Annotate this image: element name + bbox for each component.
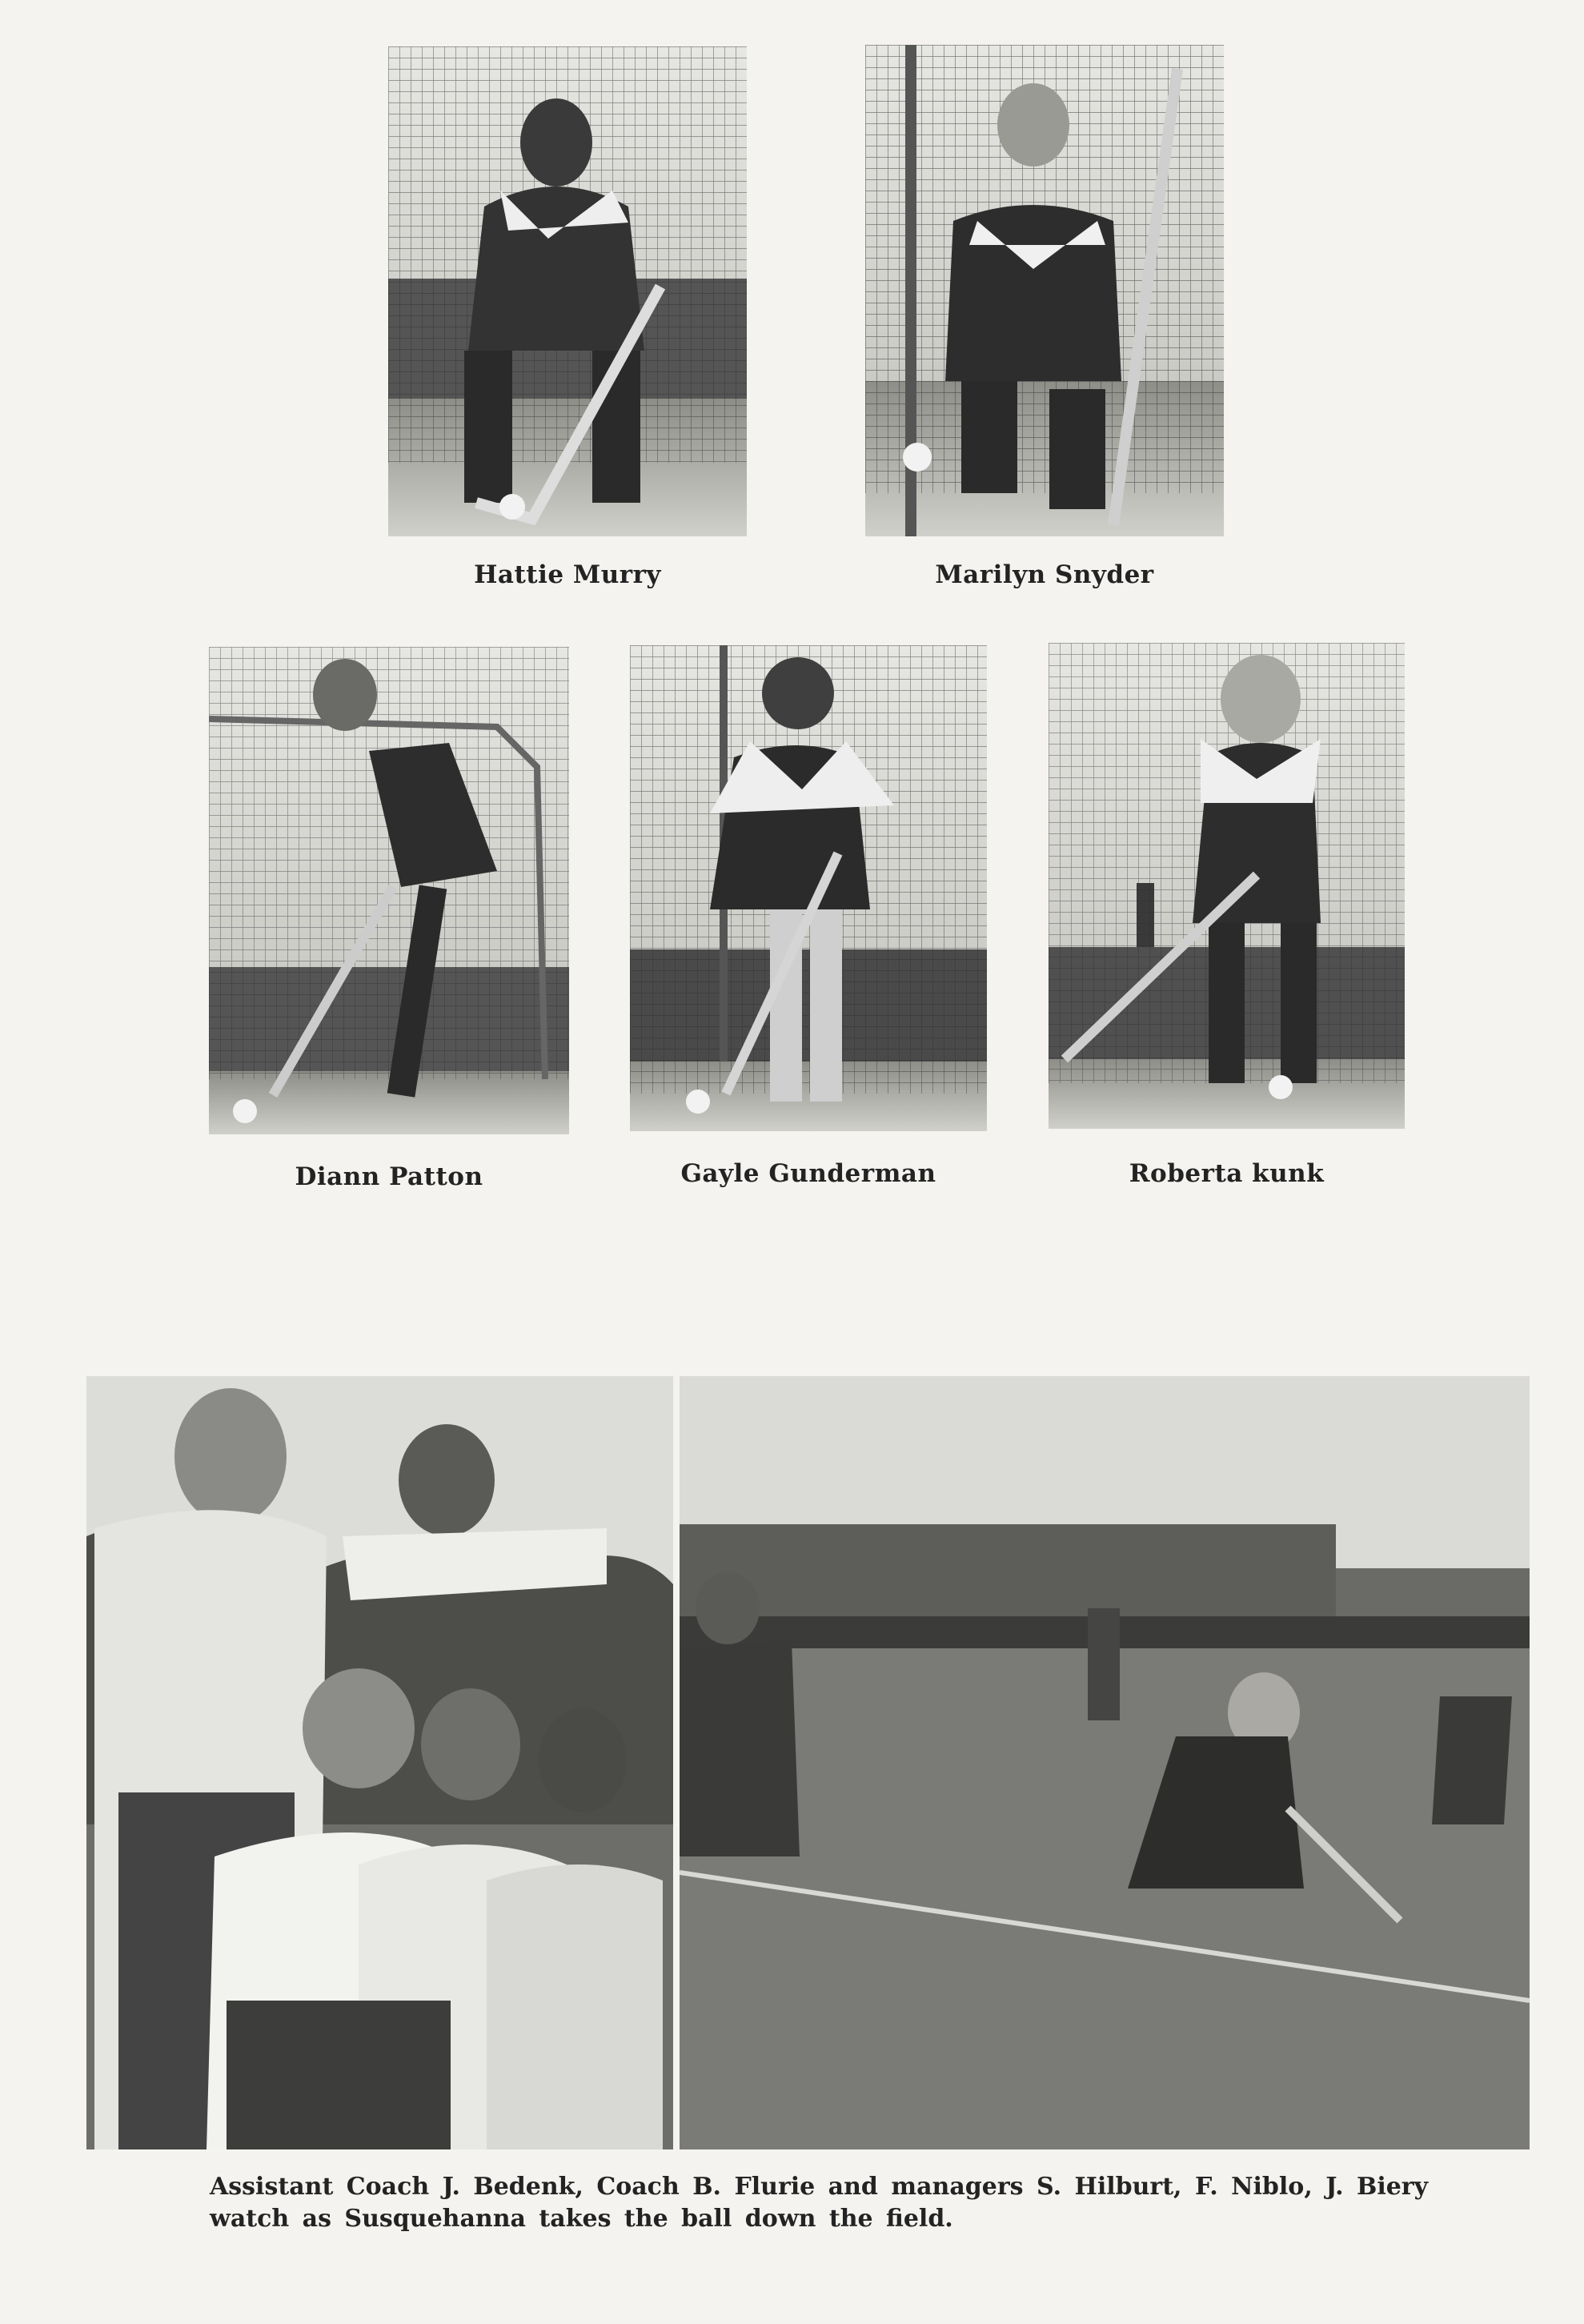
caption-hattie-murry: Hattie Murry	[474, 560, 661, 589]
player-photo-4	[630, 645, 987, 1131]
photo-diann-patton	[209, 647, 569, 1134]
player-photo-1	[388, 46, 747, 536]
caption-line-1: Assistant Coach J. Bedenk, Coach B. Flurie and managers S. Hilburt, F. Niblo, J. Biery	[210, 2173, 1429, 2201]
photo-gayle-gunderman	[630, 645, 987, 1131]
photo-field-action	[680, 1376, 1530, 2149]
photo-marilyn-snyder	[865, 45, 1224, 536]
caption-roberta-kunk: Roberta kunk	[1129, 1159, 1325, 1188]
coaches-photo	[86, 1376, 673, 2149]
caption-diann-patton: Diann Patton	[295, 1162, 483, 1191]
group-photo-caption	[210, 2171, 1429, 2235]
player-photo-5	[1049, 643, 1405, 1129]
player-photo-3	[209, 647, 569, 1134]
player-photo-2	[865, 45, 1224, 536]
photo-coaches-managers	[86, 1376, 673, 2149]
caption-gayle-gunderman: Gayle Gunderman	[680, 1159, 936, 1188]
photo-hattie-murry	[388, 46, 747, 536]
caption-marilyn-snyder: Marilyn Snyder	[935, 560, 1154, 589]
caption-line-2: watch as Susquehanna takes the ball down the field.	[210, 2205, 953, 2233]
action-photo	[680, 1376, 1530, 2149]
photo-roberta-kunk	[1049, 643, 1405, 1129]
